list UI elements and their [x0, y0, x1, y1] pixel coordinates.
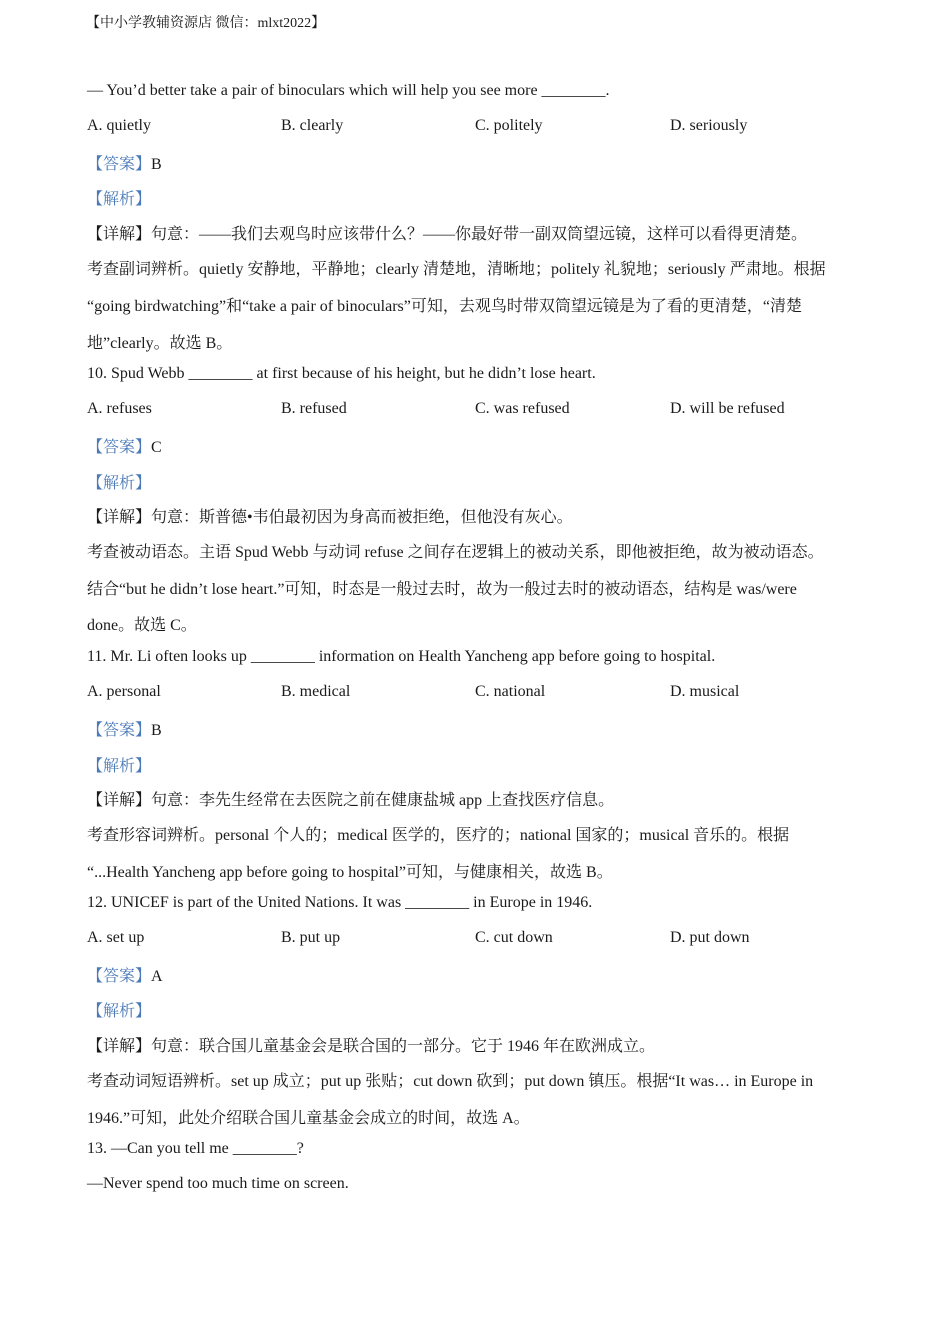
analysis-label: 【解析】	[87, 191, 152, 208]
explanation-line: 结合“but he didn’t lose heart.”可知，时态是一般过去时，故为一般过去时的被动语态，结构是 was/were	[87, 581, 797, 598]
answer-line	[87, 434, 162, 457]
explanation-line: “...Health Yancheng app before going to hospital”可知，与健康相关，故选 B。	[87, 864, 613, 881]
question-12-stem: 12. UNICEF is part of the United Nations. It was ________ in Europe in 1946.	[87, 894, 593, 911]
answer-value: C	[151, 439, 162, 456]
option-c: C. cut down	[475, 929, 553, 946]
question-13-stem: 13. —Can you tell me ________?	[87, 1140, 304, 1157]
explanation-line: “going birdwatching”和“take a pair of binoculars”可知，去观鸟时带双筒望远镜是为了看的更清楚，“清楚	[87, 298, 802, 315]
answer-label: 【答案】	[87, 439, 152, 456]
detail-line: 【详解】句意：斯普德•韦伯最初因为身高而被拒绝，但他没有灰心。	[87, 509, 573, 526]
answer-label: 【答案】	[87, 722, 152, 739]
option-a: A. refuses	[87, 400, 152, 417]
analysis-label: 【解析】	[87, 1003, 152, 1020]
option-d: D. seriously	[670, 117, 748, 134]
answer-value: B	[151, 156, 162, 173]
page-header: 【中小学教辅资源店 微信：mlxt2022】	[86, 16, 326, 31]
answer-line	[87, 963, 163, 986]
question-11-stem: 11. Mr. Li often looks up ________ information on Health Yancheng app before going to hospital.	[87, 648, 716, 665]
question-9-stem: — You’d better take a pair of binoculars which will help you see more ________.	[87, 82, 610, 99]
question-10-stem: 10. Spud Webb ________ at first because of his height, but he didn’t lose heart.	[87, 365, 596, 382]
option-c: C. politely	[475, 117, 543, 134]
option-a: A. quietly	[87, 117, 151, 134]
option-c: C. was refused	[475, 400, 570, 417]
option-a: A. personal	[87, 683, 161, 700]
answer-value: B	[151, 722, 162, 739]
detail-line: 【详解】句意：李先生经常在去医院之前在健康盐城 app 上查找医疗信息。	[87, 792, 615, 809]
question-13-reply: —Never spend too much time on screen.	[87, 1175, 349, 1192]
answer-line	[87, 717, 162, 740]
explanation-line: 考查被动语态。主语 Spud Webb 与动词 refuse 之间存在逻辑上的被动关系，即他被拒绝，故为被动语态。	[87, 544, 824, 561]
explanation-line: done。故选 C。	[87, 617, 197, 634]
detail-line: 【详解】句意：——我们去观鸟时应该带什么？——你最好带一副双筒望远镜，这样可以看得更清楚。	[87, 226, 808, 243]
option-c: C. national	[475, 683, 546, 700]
explanation-line: 考查形容词辨析。personal 个人的；medical 医学的，医疗的；national 国家的；musical 音乐的。根据	[87, 827, 790, 844]
explanation-line: 1946.”可知，此处介绍联合国儿童基金会成立的时间，故选 A。	[87, 1110, 530, 1127]
option-d: D. musical	[670, 683, 740, 700]
option-b: B. clearly	[281, 117, 344, 134]
detail-line: 【详解】句意：联合国儿童基金会是联合国的一部分。它于 1946 年在欧洲成立。	[87, 1038, 656, 1055]
answer-line	[87, 151, 162, 174]
analysis-label: 【解析】	[87, 475, 152, 492]
option-a: A. set up	[87, 929, 145, 946]
explanation-line: 考查副词辨析。quietly 安静地，平静地；clearly 清楚地，清晰地；politely 礼貌地；seriously 严肃地。根据	[87, 261, 826, 278]
analysis-label: 【解析】	[87, 758, 152, 775]
option-d: D. put down	[670, 929, 750, 946]
answer-value: A	[151, 968, 163, 985]
explanation-line: 地”clearly。故选 B。	[87, 335, 233, 352]
option-d: D. will be refused	[670, 400, 785, 417]
option-b: B. medical	[281, 683, 351, 700]
answer-label: 【答案】	[87, 156, 152, 173]
option-b: B. refused	[281, 400, 347, 417]
answer-label: 【答案】	[87, 968, 152, 985]
option-b: B. put up	[281, 929, 341, 946]
explanation-line: 考查动词短语辨析。set up 成立；put up 张贴；cut down 砍到；put down 镇压。根据“It was… in Europe in	[87, 1073, 814, 1090]
